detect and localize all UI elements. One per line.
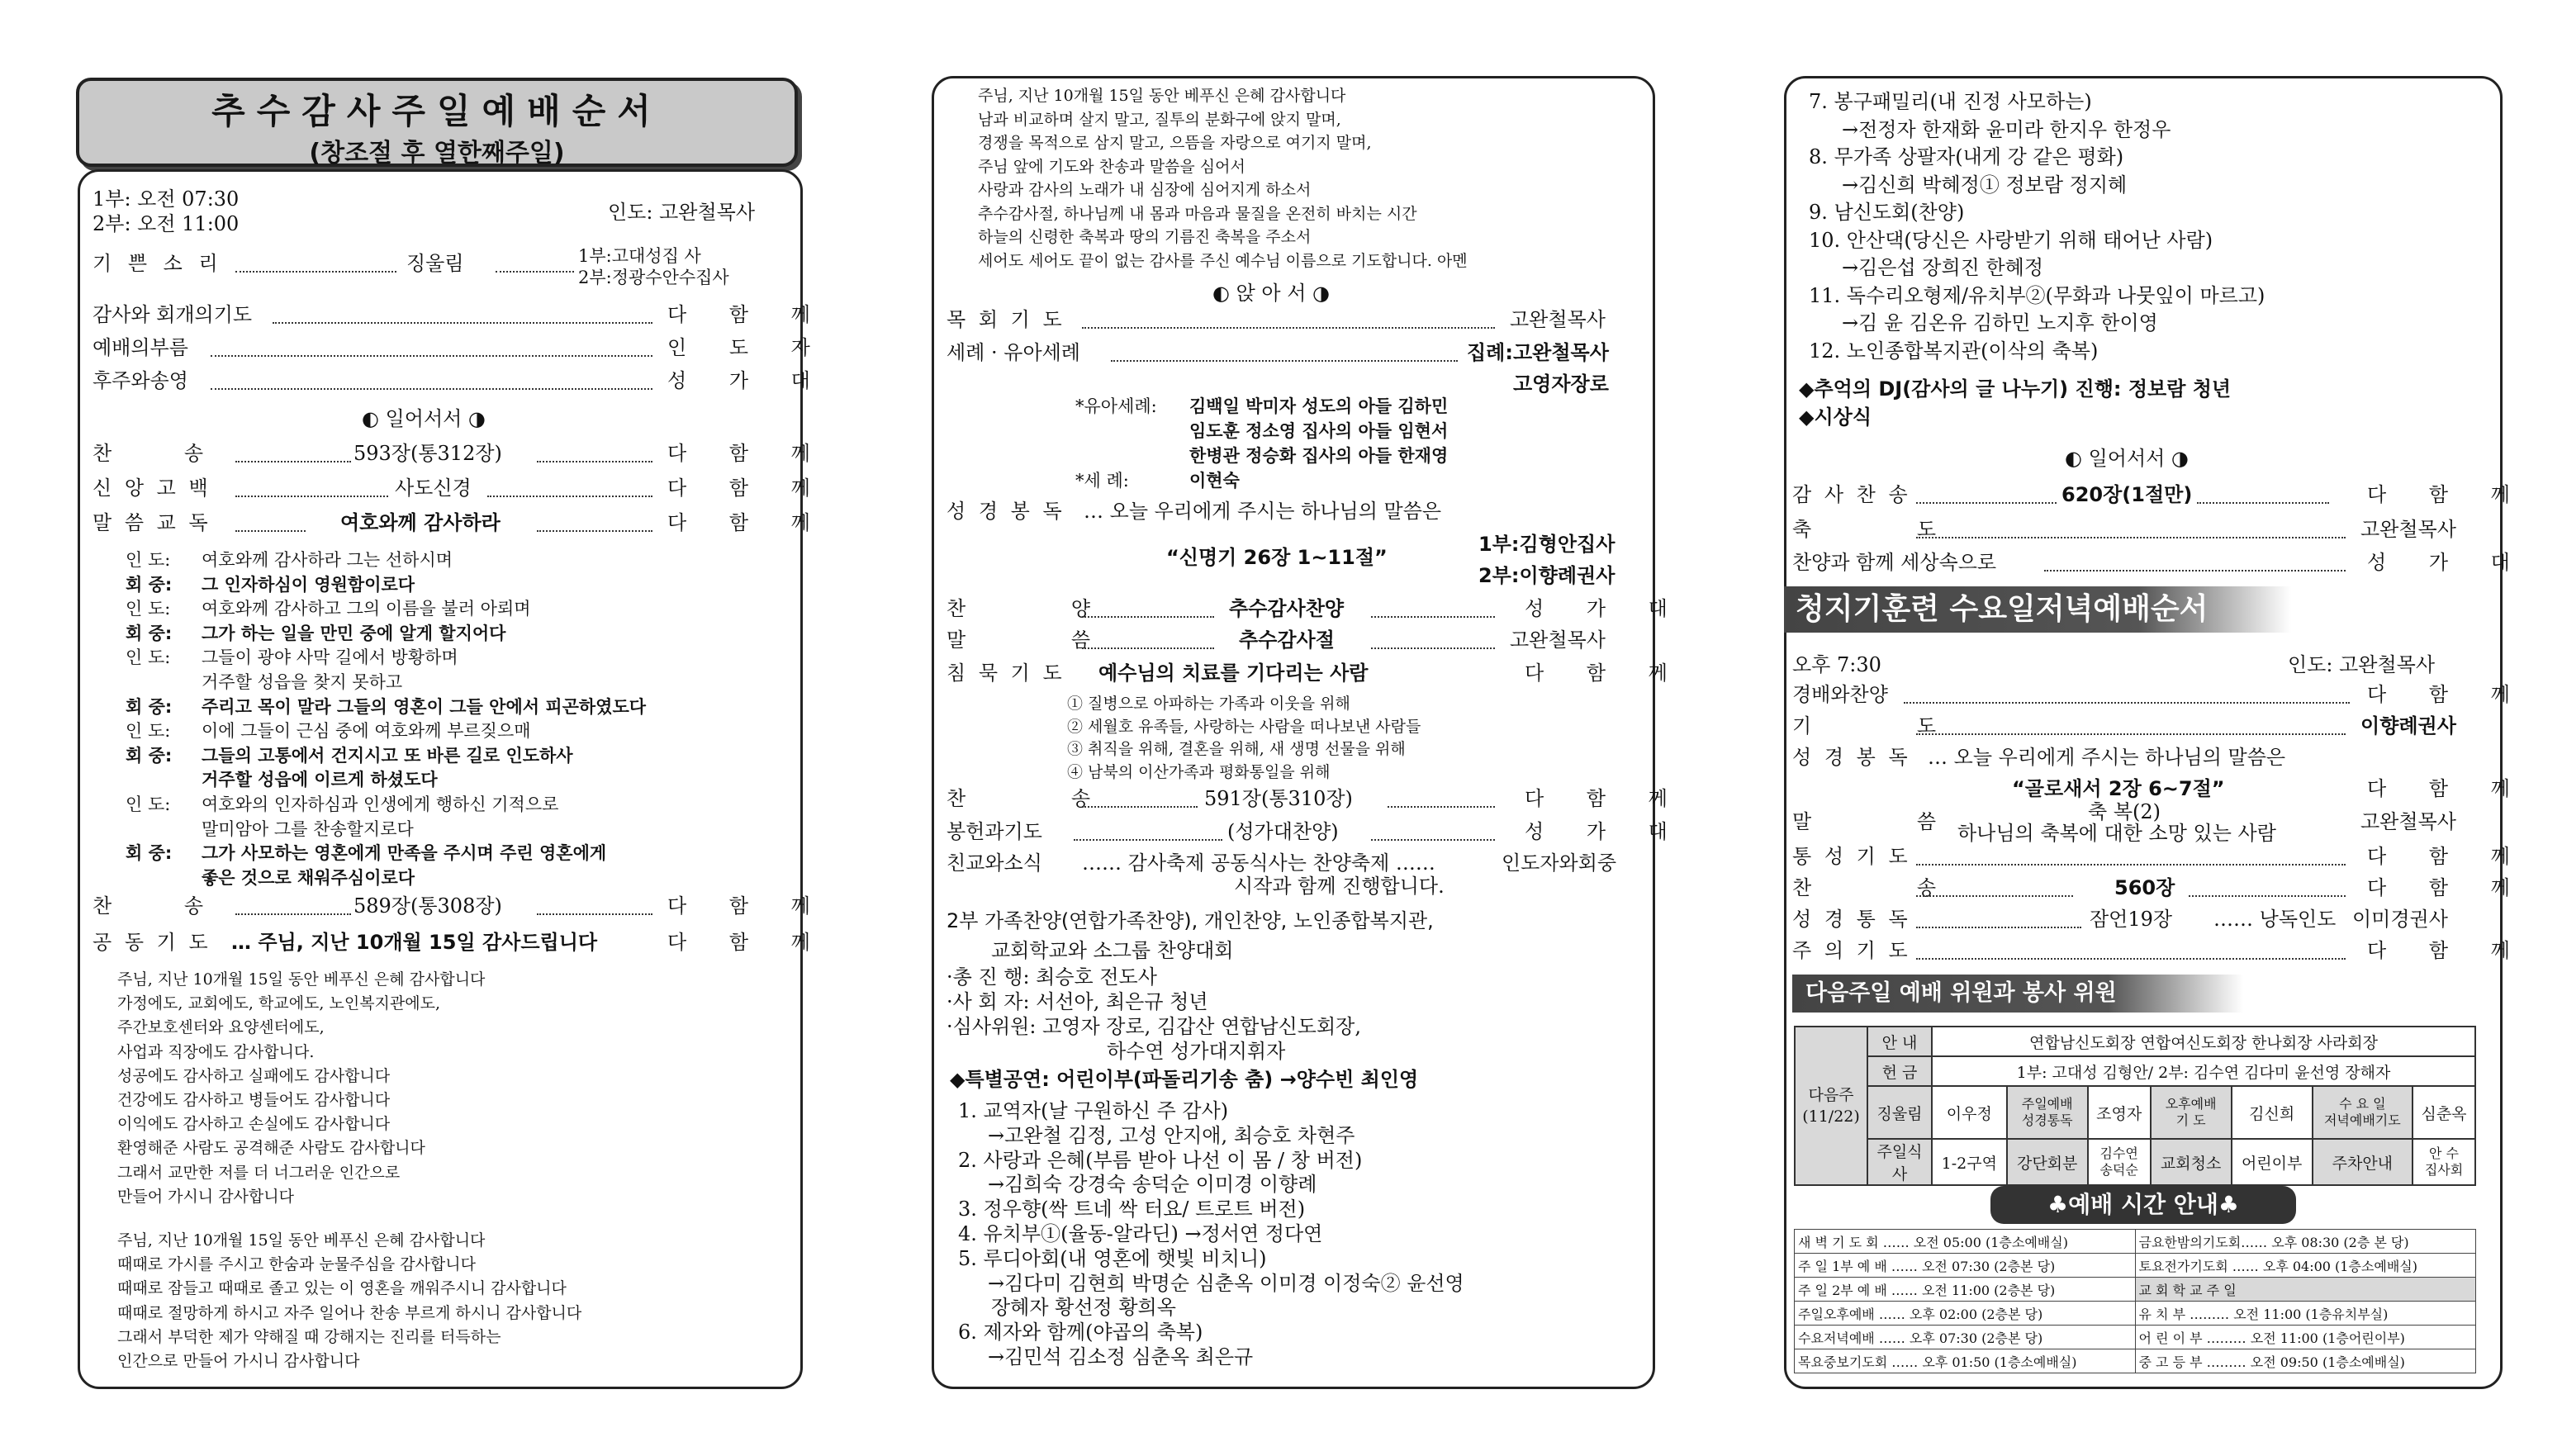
order-value: 잠언19장 [2090, 908, 2173, 931]
schedule-cell: 주일오후예배 …… 오후 02:00 (2층본 당) [1795, 1302, 2136, 1326]
order-person: 성 가 대 [667, 369, 828, 392]
order-person: 이미경권사 [2352, 908, 2448, 931]
schedule-cell: 중 고 등 부 ……… 오전 09:50 (1층소예배실) [2135, 1349, 2476, 1373]
performance-item: 5. 루디아회(내 영혼에 햇빛 비치니) [958, 1246, 1267, 1270]
order-label: 말 씀 교 독 [93, 511, 211, 534]
festival-text: 교회학교와 소그룹 찬양대회 [991, 939, 1234, 962]
festival-text: ·사 회 자: 서선아, 최은규 청년 [947, 990, 1208, 1013]
performance-item: →김신희 박혜정① 정보람 정지혜 [1842, 173, 2128, 197]
festival-text: 2부 가족찬양(연합가족찬양), 개인찬양, 노인종합복지관, [947, 909, 1434, 932]
order-label: 기 쁜 소 리 [93, 252, 223, 275]
duty-cell: 어린이부 [2232, 1139, 2313, 1185]
reading-line: 이에 그들이 근심 중에 여호와께 부르짖으매 [202, 721, 531, 742]
prayer-line: 그래서 교만한 저를 더 너그러운 인간으로 [117, 1163, 401, 1182]
order-person: 성 가 대 [1525, 820, 1686, 843]
order-label: 성 경 봉 독 [947, 500, 1065, 523]
order-person: 다 함 께 [667, 894, 828, 918]
order-person: 1부:김형안집사 [1478, 533, 1615, 556]
festival-text: ·총 진 행: 최승호 전도사 [947, 965, 1157, 989]
order-person: 다 함 께 [2367, 876, 2528, 899]
reading-speaker: 회 중: [126, 623, 173, 643]
performance-item: →고완철 김정, 고성 안지애, 최승호 차현주 [988, 1123, 1355, 1147]
reading-speaker: 회 중: [126, 696, 173, 717]
schedule-cell: 목요중보기도회 …… 오후 01:50 (1층소예배실) [1795, 1349, 2136, 1373]
reading-line: 여호와께 감사하고 그의 이름을 불러 아뢰며 [202, 599, 531, 619]
performance-item: 9. 남신도회(찬양) [1809, 201, 1965, 224]
order-label: 찬 송 [947, 787, 1140, 810]
reading-line: 그 인자하심이 영원함이로다 [202, 574, 415, 595]
order-value: 사도신경 [395, 477, 472, 500]
performance-item: 12. 노인종합복지관(이삭의 축복) [1809, 339, 2099, 363]
order-person: 2부:이향례권사 [1478, 564, 1615, 587]
reading-line: 주리고 목이 말라 그들의 영혼이 그들 안에서 피곤하였도다 [202, 696, 647, 717]
order-person: 다 함 께 [2367, 939, 2528, 962]
duty-cell: 주일예배 성경통독 [2007, 1086, 2088, 1139]
order-label: 목 회 기 도 [947, 308, 1065, 331]
order-person: 인도자와회중 [1502, 851, 1617, 875]
prayer-line: 경쟁을 목적으로 삼지 말고, 으뜸을 자랑으로 여기지 말며, [978, 134, 1372, 152]
order-value: …… 낭독인도 [2213, 908, 2337, 931]
duty-cell: 1부: 고대성 김형안/ 2부: 김수연 김다미 윤선영 장해자 [1932, 1056, 2475, 1086]
duty-cell: 이우정 [1932, 1086, 2007, 1139]
order-label: 기 도 [1792, 714, 1986, 737]
reading-speaker: 회 중: [126, 745, 173, 766]
prayer-line: 때때로 절망하게 하시고 자주 일어나 찬송 부르게 하시니 감사합니다 [117, 1303, 582, 1322]
performance-item: 8. 무가족 상팔자(내게 강 같은 평화) [1809, 145, 2124, 168]
schedule-cell: 주 일 1부 예 배 …… 오전 07:30 (2층본 당) [1795, 1254, 2136, 1278]
order-person: 고완철목사 [2360, 518, 2456, 541]
performance-item: 4. 유치부①(율동-알라딘) →정서연 정다연 [958, 1222, 1323, 1245]
prayer-line: 이익에도 감사하고 손실에도 감사합니다 [117, 1115, 391, 1134]
order-label: 성 경 봉 독 [1792, 746, 1911, 769]
order-person: 고영자장로 [1513, 372, 1609, 396]
order-value: 징울림 [406, 252, 464, 275]
order-person: 다 함 께 [667, 442, 828, 465]
performance-item: 6. 제자와 함께(야곱의 축복) [958, 1321, 1203, 1345]
order-label: 친교와소식 [947, 851, 1042, 875]
special-performance: ◆특별공연: 어린이부(파돌리기송 춤) →양수빈 최인영 [950, 1068, 1419, 1091]
performance-item: →김은섭 장희진 한혜정 [1842, 256, 2044, 279]
service-subtitle: (창조절 후 열한째주일) [309, 139, 565, 168]
prayer-line: 사랑과 감사의 노래가 내 심장에 심어지게 하소서 [978, 181, 1312, 199]
performance-item: →전정자 한재화 윤미라 한지우 한정우 [1842, 117, 2171, 141]
prayer-line: 건강에도 감사하고 병들어도 감사합니다 [117, 1091, 391, 1109]
performance-item: 11. 독수리오형제/유치부②(무화과 나뭇잎이 마르고) [1809, 283, 2265, 307]
order-value: 589장(통308장) [353, 894, 502, 918]
order-value: …… 감사축제 공동식사는 찬양축제 …… [1082, 851, 1435, 875]
duty-cell: 연합남신도회장 연합여신도회장 한나회장 사라회장 [1932, 1027, 2475, 1056]
order-label: 감사와 회개의기도 [93, 303, 253, 326]
prayer-line: 주간보호센터와 요양센터에도, [117, 1018, 325, 1037]
order-person: 다 함 께 [1525, 662, 1686, 685]
prayer-line: 때때로 가시를 주시고 한숨과 눈물주심을 감사합니다 [117, 1255, 476, 1274]
baptism-names: 한병관 정승화 집사의 아들 한재영 [1189, 446, 1449, 466]
baptism-names: 김백일 박미자 성도의 아들 김하민 [1189, 396, 1449, 416]
schedule-pill: ♣예배 시간 안내♣ [1990, 1186, 2296, 1224]
order-value: … 주님, 지난 10개월 15일 감사드립니다 [231, 931, 598, 954]
order-label: 세례 · 유아세례 [947, 341, 1080, 364]
order-label: 주 의 기 도 [1792, 939, 1911, 962]
time-1: 1부: 오전 07:30 [93, 187, 240, 211]
prayer-line: 세어도 세어도 끝이 없는 감사를 주신 예수님 이름으로 기도합니다. 아멘 [978, 251, 1468, 270]
order-label: 감 사 찬 송 [1792, 483, 1911, 506]
silent-prayer-item: ④ 남북의 이산가족과 평화통일을 위해 [1067, 762, 1331, 781]
wednesday-time: 오후 7:30 [1792, 653, 1881, 676]
duty-banner: 다음주일 예배 위원과 봉사 위원 [1792, 975, 2243, 1013]
wednesday-banner: 청지기훈련 수요일저녁예배순서 [1784, 586, 2291, 633]
duty-cell: 주차안내 [2313, 1139, 2413, 1185]
prayer-line: 그래서 부덕한 제가 약해질 때 강해지는 진리를 터득하는 [117, 1327, 501, 1346]
order-label: 경배와찬양 [1792, 683, 1888, 706]
prayer-line: 환영해준 사람도 공격해준 사람도 감사합니다 [117, 1139, 425, 1158]
scripture: “골로새서 2장 6~7절” [2012, 777, 2225, 800]
order-label: 성 경 통 독 [1792, 908, 1911, 931]
order-person: 다 함 께 [667, 477, 828, 500]
reading-line: 그들이 광야 사막 길에서 방황하며 [202, 647, 458, 668]
order-value: 추수감사절 [1239, 628, 1335, 652]
festival-text: ·심사위원: 고영자 장로, 김갑산 연합남신도회장, [947, 1015, 1361, 1038]
performance-item: →김희숙 강경숙 송덕순 이미경 이향례 [988, 1173, 1317, 1197]
schedule-cell: 교 회 학 교 주 일 [2135, 1278, 2476, 1302]
reading-line: 그가 하는 일을 만민 중에 알게 할지어다 [202, 623, 506, 643]
duty-cell: 오후예배 기 도 [2151, 1086, 2232, 1139]
reading-line: 그들의 고통에서 건지시고 또 바른 길로 인도하사 [202, 745, 573, 766]
reading-line: 거주할 성읍을 찾지 못하고 [202, 672, 403, 692]
duty-cell: 김신희 [2232, 1086, 2313, 1139]
order-person: 다 함 께 [667, 303, 828, 326]
reading-line: 여호와께 감사하라 그는 선하시며 [202, 550, 453, 570]
order-person: 다 함 께 [2367, 777, 2528, 800]
order-value: … 오늘 우리에게 주시는 하나님의 말씀은 [1084, 500, 1442, 523]
order-person: 집례:고완철목사 [1467, 341, 1609, 364]
order-person: 인 도 자 [667, 336, 828, 359]
prayer-line: 가정에도, 교회에도, 학교에도, 노인복지관에도, [117, 994, 441, 1013]
performance-item: →김민석 김소정 심춘옥 최은규 [988, 1345, 1254, 1368]
service-title: 추수감사주일예배순서 [211, 91, 662, 131]
sermon-title: 축 복(2) [2088, 800, 2161, 823]
order-label: 침 묵 기 도 [947, 662, 1065, 685]
reading-speaker: 인 도: [126, 550, 171, 570]
prayer-line: 주님, 지난 10개월 15일 동안 베푸신 은혜 감사합니다 [117, 970, 486, 989]
order-person: 다 함 께 [2367, 483, 2528, 506]
duty-table [1794, 1026, 2476, 1186]
award-item: ◆시상식 [1799, 405, 1872, 429]
schedule-cell: 주 일 2부 예 배 …… 오전 11:00 (2층본 당) [1795, 1278, 2136, 1302]
order-value: 예수님의 치료를 기다리는 사람 [1098, 662, 1369, 685]
performance-item: 7. 봉구패밀리(내 진정 사모하는) [1809, 90, 2092, 113]
performance-item: →김 윤 김온유 김하민 노지후 한이영 [1842, 311, 2158, 334]
duty-cell: 강단회분 [2007, 1139, 2088, 1185]
reading-line: 그가 사모하는 영혼에게 만족을 주시며 주린 영혼에게 [202, 843, 607, 864]
duty-cell: 조영자 [2088, 1086, 2151, 1139]
order-value: 591장(통310장) [1204, 787, 1353, 810]
sit-marker: ◐ 앉 아 서 ◑ [1212, 282, 1330, 305]
reading-speaker: 회 중: [126, 574, 173, 595]
prayer-line: 주님, 지난 10개월 15일 동안 베푸신 은혜 감사합니다 [117, 1231, 486, 1250]
baptism-names: 이현숙 [1189, 471, 1240, 491]
order-label: 찬 양 [947, 597, 1140, 620]
order-label: 찬 송 [93, 894, 236, 918]
order-label: 봉헌과기도 [947, 820, 1042, 843]
order-label: 말 씀 [947, 628, 1140, 652]
scripture: “신명기 26장 1~11절” [1166, 546, 1388, 569]
performance-item: 장혜자 황선정 황희옥 [991, 1296, 1176, 1320]
order-label: 통 성 기 도 [1792, 845, 1911, 868]
schedule-cell: 유 치 부 ……… 오전 11:00 (1층유치부실) [2135, 1302, 2476, 1326]
order-label: 찬 송 [93, 442, 236, 465]
schedule-cell: 수요저녁예배 …… 오후 07:30 (2층본 당) [1795, 1326, 2136, 1349]
order-person: 다 함 께 [2367, 683, 2528, 706]
order-value: 620장(1절만) [2061, 483, 2193, 506]
reading-speaker: 인 도: [126, 721, 171, 742]
order-person: 성 가 대 [1525, 597, 1686, 620]
prayer-line: 만들어 가시니 감사합니다 [117, 1187, 294, 1206]
reading-line: 여호와의 인자하심과 인생에게 행하신 기적으로 [202, 794, 559, 814]
order-value: 560장 [2114, 876, 2175, 899]
prayer-line: 남과 비교하며 살지 말고, 질투의 분화구에 앉지 말며, [978, 110, 1341, 129]
stand-marker: ◐ 일어서서 ◑ [2065, 447, 2189, 470]
service-title-box [76, 78, 798, 167]
reading-speaker: 인 도: [126, 599, 171, 619]
reading-speaker: 인 도: [126, 647, 171, 668]
time-2: 2부: 오전 11:00 [93, 212, 240, 235]
order-person: 2부:정광수안수집사 [578, 268, 729, 287]
schedule-cell: 금요한밤의기도회…… 오후 08:30 (2층 본 당) [2135, 1230, 2476, 1254]
prayer-line: 주님 앞에 기도와 찬송과 말씀을 심어서 [978, 157, 1245, 176]
duty-date: 다음주 (11/22) [1795, 1027, 1867, 1185]
order-person: 다 함 께 [667, 511, 828, 534]
performance-item: 1. 교역자(날 구원하신 주 감사) [958, 1099, 1229, 1122]
dj-item: ◆추억의 DJ(감사의 글 나누기) 진행: 정보람 청년 [1799, 377, 2232, 401]
order-person: 다 함 께 [667, 931, 828, 954]
order-label: 공 동 기 도 [93, 931, 211, 954]
wednesday-leader: 인도: 고완철목사 [2288, 653, 2436, 676]
duty-cell: 1-2구역 [1932, 1139, 2007, 1185]
duty-cell: 교회청소 [2151, 1139, 2232, 1185]
duty-head: 헌 금 [1867, 1056, 1932, 1086]
duty-cell: 징울림 [1867, 1086, 1932, 1139]
schedule-cell: 새 벽 기 도 회 …… 오전 05:00 (1층소예배실) [1795, 1230, 2136, 1254]
order-label: 신 앙 고 백 [93, 477, 211, 500]
schedule-table [1794, 1229, 2476, 1373]
order-person: 고완철목사 [2360, 810, 2456, 833]
prayer-line: 사업과 직장에도 감사합니다. [117, 1042, 315, 1061]
order-person: 성 가 대 [2367, 551, 2528, 574]
prayer-line: 하늘의 신령한 축복과 땅의 기름진 축복을 주소서 [978, 228, 1312, 246]
baptism-label: *유아세례: [1075, 396, 1157, 416]
order-person: 고완철목사 [1510, 628, 1606, 652]
duty-cell: 김수연 송덕순 [2088, 1139, 2151, 1185]
schedule-cell: 토요전가기도회 …… 오후 04:00 (1층소예배실) [2135, 1254, 2476, 1278]
reading-line: 거주할 성읍에 이르게 하셨도다 [202, 770, 438, 790]
order-label: 찬 송 [1792, 876, 1986, 899]
silent-prayer-item: ① 질병으로 아파하는 가족과 이웃을 위해 [1067, 695, 1350, 713]
order-label: 후주와송영 [93, 369, 188, 392]
reading-speaker: 인 도: [126, 794, 171, 814]
performance-item: 2. 사랑과 은혜(부름 받아 나선 이 몸 / 창 버전) [958, 1148, 1363, 1172]
leader: 인도: 고완철목사 [608, 201, 756, 224]
order-person: 다 함 께 [1525, 787, 1686, 810]
baptism-label: *세 례: [1075, 471, 1129, 491]
prayer-line: 추수감사절, 하나님께 내 몸과 마음과 물질을 온전히 바치는 시간 [978, 204, 1417, 223]
sermon-subtitle: 하나님의 축복에 대한 소망 있는 사람 [1957, 822, 2276, 845]
performance-item: 10. 안산댁(당신은 사랑받기 위해 태어난 사람) [1809, 228, 2213, 252]
performance-item: →김다미 김현희 박명순 심춘옥 이미경 이정숙② 윤선영 [988, 1271, 1464, 1295]
order-value: 여호와께 감사하라 [340, 511, 501, 534]
silent-prayer-item: ③ 취직을 위해, 결혼을 위해, 새 생명 선물을 위해 [1067, 740, 1406, 758]
schedule-cell: 어 린 이 부 ……… 오전 11:00 (1층어린이부) [2135, 1326, 2476, 1349]
silent-prayer-item: ② 세월호 유족들, 사랑하는 사람을 떠나보낸 사람들 [1067, 717, 1421, 736]
order-label: 찬양과 함께 세상속으로 [1792, 551, 1997, 574]
baptism-names: 임도훈 정소영 집사의 아들 임현서 [1189, 421, 1449, 441]
order-value: 추수감사찬양 [1229, 597, 1345, 620]
order-value: (성가대찬양) [1227, 820, 1339, 843]
reading-speaker: 회 중: [126, 843, 173, 864]
performance-item: 3. 정우향(싹 트네 싹 터요/ 트로트 버전) [958, 1198, 1306, 1221]
prayer-line: 인간으로 만들어 가시니 감사합니다 [117, 1352, 360, 1370]
duty-cell: 수 요 일 저녁예배기도 [2313, 1086, 2413, 1139]
prayer-line: 때때로 잠들고 때때로 졸고 있는 이 영혼을 깨워주시니 감사합니다 [117, 1279, 567, 1298]
duty-head: 안 내 [1867, 1027, 1932, 1056]
prayer-line: 주님, 지난 10개월 15일 동안 베푸신 은혜 감사합니다 [978, 87, 1346, 105]
order-person: 1부:고대성집 사 [578, 246, 701, 266]
order-person: 고완철목사 [1510, 308, 1606, 331]
order-person: 이향례권사 [2360, 714, 2456, 737]
prayer-line: 성공에도 감사하고 실패에도 감사합니다 [117, 1066, 391, 1085]
reading-line: 말미암아 그를 찬송할지로다 [202, 818, 414, 839]
order-person: 다 함 께 [2367, 845, 2528, 868]
stand-marker: ◐ 일어서서 ◑ [362, 407, 486, 430]
order-label: 예배의부름 [93, 336, 188, 359]
order-value: 시작과 함께 진행합니다. [1234, 875, 1445, 898]
festival-text: 하수연 성가대지휘자 [1107, 1040, 1286, 1063]
reading-line: 좋은 것으로 채워주심이로다 [202, 867, 415, 888]
duty-cell: 주일식사 [1867, 1139, 1932, 1185]
duty-cell: 안 수 집사회 [2413, 1139, 2475, 1185]
duty-cell: 심춘옥 [2413, 1086, 2475, 1139]
order-value: 593장(통312장) [353, 442, 502, 465]
order-label: 축 도 [1792, 518, 1986, 541]
order-value: … 오늘 우리에게 주시는 하나님의 말씀은 [1928, 746, 2286, 769]
order-label: 말 씀 [1792, 810, 1986, 833]
